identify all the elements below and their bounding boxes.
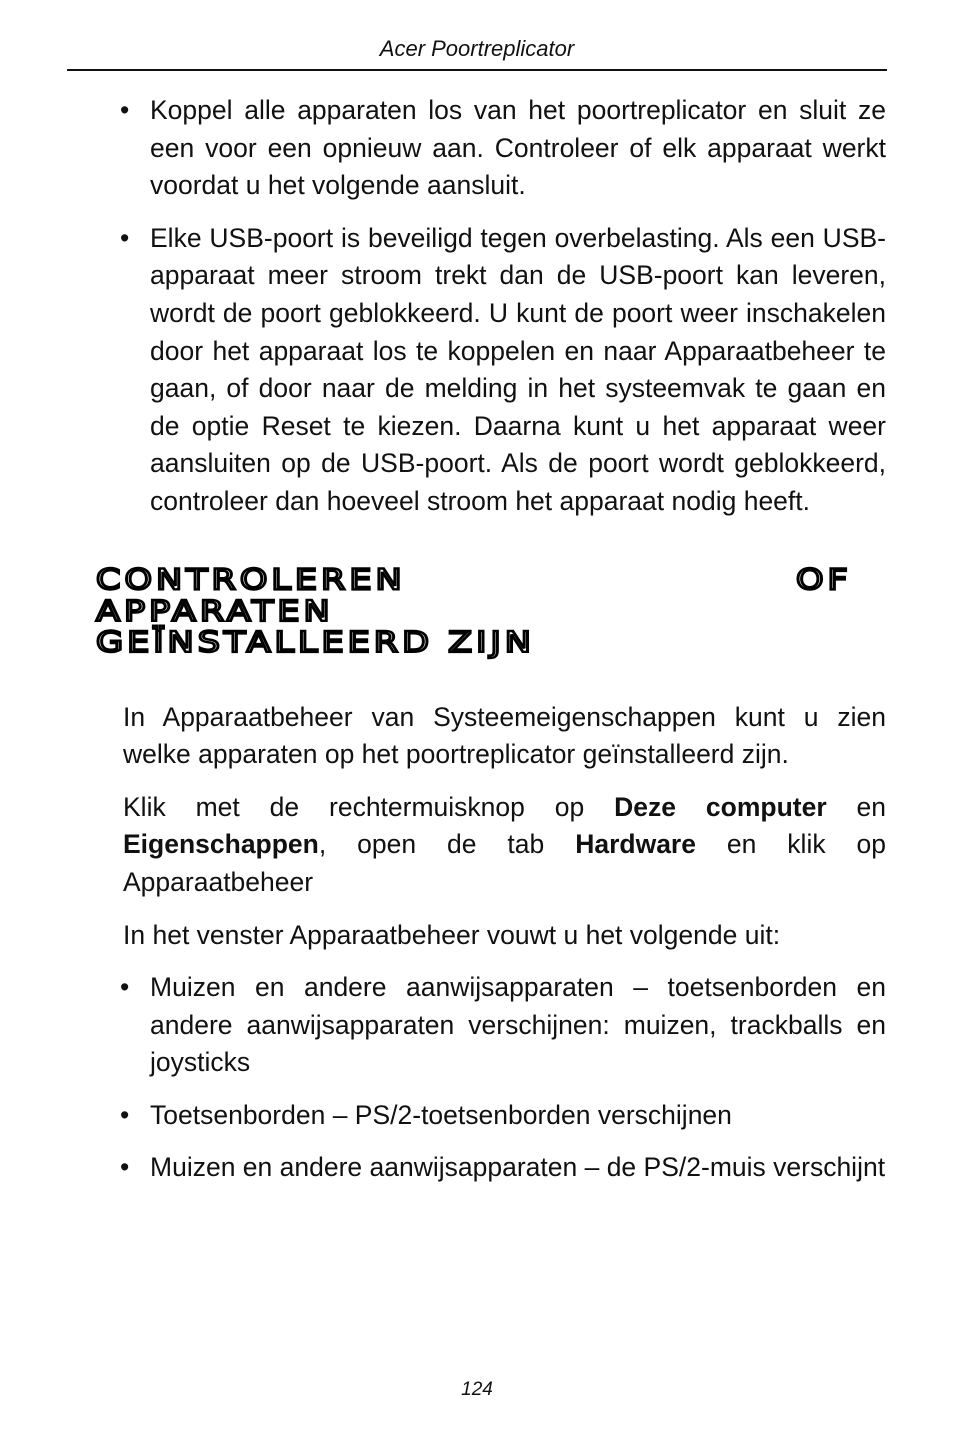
- list-item-text: Muizen en andere aanwijsapparaten – de PS/2-muis verschijnt: [150, 1152, 886, 1183]
- paragraph: [96, 789, 886, 902]
- list-item-text: Toetsenborden – PS/2-toetsenborden verschijnen: [150, 1099, 732, 1130]
- bullet-marker: •: [120, 222, 130, 253]
- paragraph: In Apparaatbeheer van Systeemeigenschappen kunt u zien welke apparaten op het poortreplicator geïnstalleerd zijn.: [123, 701, 886, 770]
- text-run: Klik met de rechtermuisknop op: [123, 791, 615, 822]
- header-rule: [67, 69, 887, 71]
- bold-term: Eigenschappen: [123, 829, 319, 860]
- list-item: [96, 1097, 886, 1135]
- bullet-marker: •: [120, 95, 130, 125]
- section-body: [96, 699, 886, 955]
- text-run: en klik op Apparaatbeheer: [123, 829, 886, 897]
- heading-word: GEÏNSTALLEERD ZIJN: [96, 626, 535, 659]
- bottom-bullet-list: [96, 969, 886, 1187]
- list-item: [96, 1149, 886, 1187]
- paragraph: In het venster Apparaatbeheer vouwt u het volgende uit:: [123, 919, 781, 950]
- list-item: [96, 969, 886, 1082]
- bold-term: Hardware: [575, 829, 696, 860]
- list-item: [96, 220, 886, 521]
- text-run: en: [826, 791, 887, 822]
- list-item-text: Muizen en andere aanwijsapparaten – toetsenborden en andere aanwijsapparaten verschijnen: muizen, trackballs en joysticks: [150, 972, 886, 1078]
- running-header: Acer Poortreplicator: [379, 36, 575, 61]
- heading-word: OF: [796, 563, 852, 597]
- list-item-text: Koppel alle apparaten los van het poortreplicator en sluit ze een voor een opnieuw aan. Controleer of elk apparaat werkt voordat u het volgende aansluit.: [150, 95, 886, 201]
- heading-word: CONTROLEREN: [96, 563, 406, 597]
- section-heading: [96, 565, 886, 658]
- bullet-marker: •: [120, 972, 130, 1003]
- list-item: [96, 92, 886, 205]
- page-content: [96, 92, 886, 1202]
- heading-word: APPARATEN: [96, 594, 334, 628]
- bullet-marker: •: [120, 1099, 130, 1130]
- bold-term: Deze computer: [614, 791, 827, 822]
- text-run: , open de tab: [318, 829, 576, 860]
- top-bullet-list: [96, 92, 886, 521]
- page-number: 124: [461, 1379, 493, 1400]
- list-item-text: Elke USB-poort is beveiligd tegen overbelasting. Als een USB-apparaat meer stroom trekt dan de USB-poort kan leveren, wordt de poort geblokkeerd. U kunt de poort weer inschakelen door het apparaat los te koppelen en naar Apparaatbeheer te gaan, of door naar de melding in het systeemvak te gaan en de optie Reset te kiezen. Daarna kunt u het apparaat weer aansluiten op de USB-poort. Als de poort wordt geblokkeerd, controleer dan hoeveel stroom het apparaat nodig heeft.: [150, 222, 886, 516]
- bullet-marker: •: [120, 1152, 130, 1183]
